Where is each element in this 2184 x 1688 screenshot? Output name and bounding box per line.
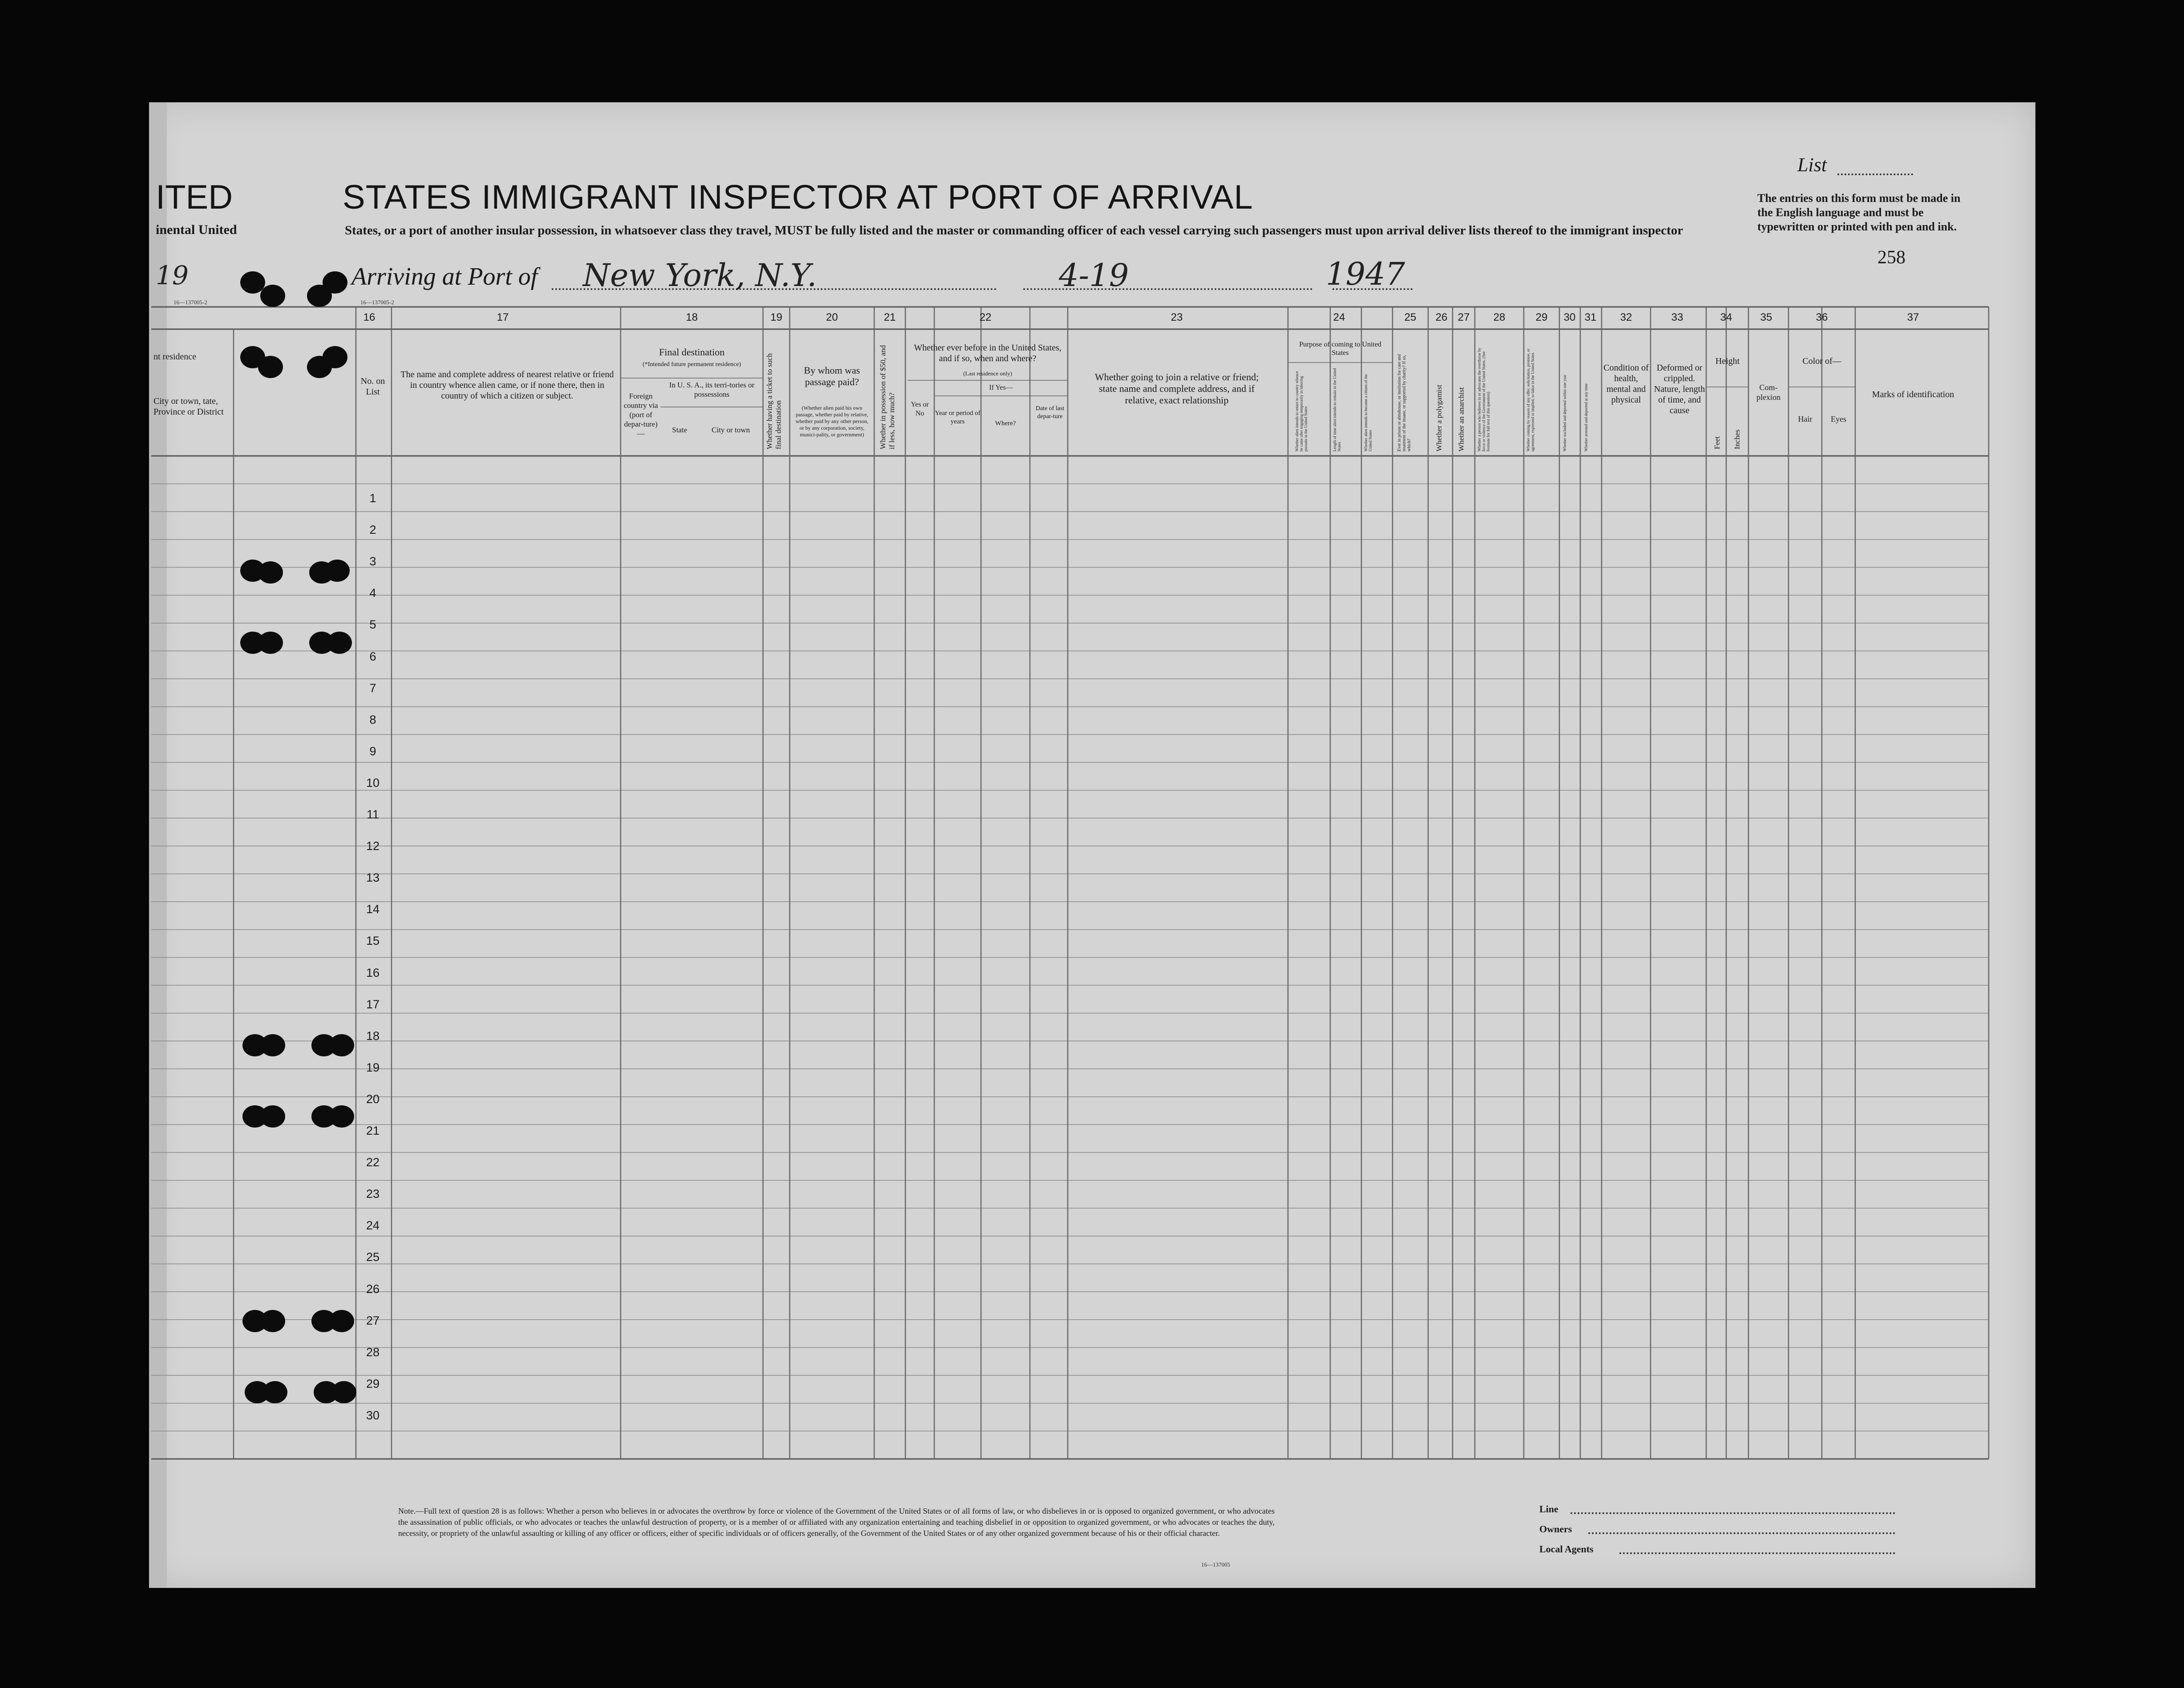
arriving-label: Arriving at Port of <box>351 263 538 290</box>
row-number: 16 <box>366 966 380 979</box>
row-number: 7 <box>369 681 376 695</box>
col-number: 29 <box>1535 311 1548 323</box>
punch-hole <box>327 632 352 654</box>
col-number: 30 <box>1563 311 1576 323</box>
col20-note: (Whether alien paid his own passage, whether paid by relative, whether paid by any other person, or by any corporation, society, munici-pality, or government) <box>795 405 868 438</box>
col24-c: Whether alien intends to become a citizen of the United States <box>1364 374 1373 451</box>
punch-hole <box>329 1105 354 1128</box>
page-subtitle: States, or a port of another insular possession, in whatsoever class they travel, MUST be fully listed and the master or commanding officer of each vessel carrying such passengers must upon arrival deliver lists thereof to the immigrant inspector <box>345 223 1683 238</box>
row-number: 26 <box>366 1282 380 1296</box>
col22-year: Year or period of years <box>935 410 981 425</box>
col18-note: (*Intended future permanent residence) <box>642 361 741 368</box>
col25-header: Ever in prison or almshouse, or institution for care and treatment of the insane, or supported by charity? If so, which? <box>1397 354 1412 451</box>
list-label: List <box>1797 154 1827 176</box>
col28-header: Whether a person who believes in or advocates the overthrow by force or violence of the Government of the United States. (See footnote for full text of this question) <box>1477 347 1490 451</box>
col-number: 20 <box>826 311 838 323</box>
col24-a: Whether alien intends to return to country whence he came after engaging temporarily in laboring pursuits in the United States <box>1295 371 1308 451</box>
row-number: 21 <box>366 1124 380 1137</box>
residence-fragment: nt residence <box>153 352 197 362</box>
title-fragment-left: ITED <box>156 178 233 216</box>
col-number: 25 <box>1404 311 1417 323</box>
col22-title: Whether ever before in the United States, and if so, when and where? <box>914 343 1062 363</box>
subtitle-fragment-left: inental United <box>156 222 237 237</box>
line-label: Line <box>1539 1503 1558 1515</box>
col18-foreign: Foreign country via (port of depar-ture)— <box>624 392 658 438</box>
date-handwritten: 4-19 <box>1059 257 1129 294</box>
col-number: 28 <box>1493 311 1506 323</box>
punch-hole <box>323 271 347 294</box>
year-fragment: 19 <box>156 260 189 290</box>
col-number: 18 <box>686 311 698 323</box>
col22-note: (Last residence only) <box>963 370 1012 377</box>
row-number: 25 <box>366 1250 380 1264</box>
col36-title: Color of— <box>1802 356 1841 366</box>
line-field <box>1570 1512 1895 1514</box>
row-number: 23 <box>366 1187 380 1201</box>
row-number: 1 <box>369 491 376 505</box>
punch-hole <box>260 1105 285 1128</box>
punch-hole <box>325 560 350 582</box>
row-number: 20 <box>366 1092 380 1106</box>
row-number: 24 <box>366 1219 380 1233</box>
col31-header: Whether arrested and deported at any time <box>1584 383 1588 451</box>
col18-city: City or town <box>711 426 750 434</box>
row-number: 19 <box>366 1060 380 1074</box>
col19-header: Whether having a ticket to such final destination <box>765 353 783 449</box>
row-number: 2 <box>369 523 376 537</box>
col-number: 24 <box>1333 311 1345 323</box>
col23-header: Whether going to join a relative or friend; state name and complete address, and if relative, exact relationship <box>1094 371 1259 406</box>
row-number: 14 <box>366 902 380 916</box>
page-title: STATES IMMIGRANT INSPECTOR AT PORT OF ARRIVAL <box>343 178 1253 216</box>
col-number: 21 <box>884 311 896 323</box>
local-agents-label: Local Agents <box>1539 1543 1594 1555</box>
col22-yesno: Yes or No <box>911 401 929 417</box>
row-number: 13 <box>366 871 380 885</box>
col-number: 22 <box>979 311 992 323</box>
col-number: 33 <box>1671 311 1683 323</box>
col-number: 37 <box>1907 311 1919 323</box>
row-number: 22 <box>366 1156 380 1169</box>
row-number: 11 <box>366 808 379 821</box>
row-number: 3 <box>369 555 376 568</box>
punch-hole <box>258 356 283 378</box>
col26-header: Whether a polygamist <box>1435 384 1443 451</box>
col18-usa: In U. S. A., its terri-tories or possessions <box>669 381 755 399</box>
row-number: 4 <box>369 586 376 600</box>
row-number: 12 <box>366 839 380 853</box>
col-number: 32 <box>1620 311 1632 323</box>
row-number: 6 <box>369 649 376 663</box>
col18-title: Final destination <box>659 346 725 358</box>
punch-hole <box>260 1310 285 1332</box>
col27-header: Whether an anarchist <box>1457 387 1465 451</box>
row-number: 10 <box>366 776 380 790</box>
col18-state: State <box>672 426 687 434</box>
col-number: 16 <box>363 311 375 323</box>
row-number: 17 <box>366 997 380 1011</box>
col32-header: Condition of health, mental and physical <box>1603 363 1649 405</box>
row-number: 30 <box>366 1408 380 1422</box>
punch-hole <box>329 1310 354 1332</box>
col29-header: Whether coming by reason of any offer, solicitation, promise, or agreement, expressed or implied, to labor in the United States <box>1526 348 1535 451</box>
row-number: 15 <box>366 934 380 948</box>
footer-form-code: 16—137005 <box>1201 1561 1230 1568</box>
col22-date: Date of last depar-ture <box>1035 405 1065 420</box>
col-number: 26 <box>1435 311 1448 323</box>
col17-header: The name and complete address of nearest relative or friend in country whence alien came, or if none there, then in country of which a citizen or subject. <box>400 370 614 401</box>
form-instructions: The entries on this form must be made in the English language and must be typewritten or printed with pen and ink. <box>1757 192 1961 233</box>
row-number: 27 <box>366 1313 380 1327</box>
col37-header: Marks of identification <box>1872 390 1954 399</box>
row-number: 18 <box>366 1029 380 1043</box>
punch-hole <box>260 1034 285 1056</box>
row-number: 5 <box>369 618 376 632</box>
local-agents-field <box>1619 1552 1895 1554</box>
row-number: 28 <box>366 1345 380 1359</box>
row-number: 9 <box>369 744 376 758</box>
punch-hole <box>258 632 283 654</box>
col-number: 35 <box>1760 311 1772 323</box>
col24-title: Purpose of coming to United States <box>1299 341 1381 357</box>
col-number: 34 <box>1720 311 1732 323</box>
punch-hole <box>262 1381 287 1403</box>
year-handwritten: 1947 <box>1326 256 1405 292</box>
col33-header: Deformed or crippled. Nature, length of time, and cause <box>1654 363 1705 415</box>
punch-hole <box>329 1034 354 1056</box>
owners-label: Owners <box>1539 1523 1572 1535</box>
owners-field <box>1588 1532 1895 1534</box>
row-number: 8 <box>369 713 376 726</box>
punch-hole <box>260 285 285 307</box>
col-number: 19 <box>770 311 783 323</box>
col21-header: Whether in possession of $50, and if less, how much? <box>879 345 896 449</box>
row-number: 29 <box>366 1377 380 1390</box>
col-number: 23 <box>1171 311 1183 323</box>
col34-feet: Feet <box>1713 436 1721 449</box>
col24-b: Length of time alien intends to remain in the United States <box>1332 368 1341 451</box>
col30-header: Whether excluded and deported within one year <box>1562 375 1567 451</box>
list-number: 258 <box>1877 247 1905 268</box>
punch-hole <box>323 346 347 368</box>
col16-header: No. on List <box>360 376 385 397</box>
col-number: 17 <box>497 311 509 323</box>
col-number: 31 <box>1584 311 1597 323</box>
col34-inches: Inches <box>1733 429 1741 449</box>
col34-title: Height <box>1715 356 1740 366</box>
col22-where: Where? <box>995 420 1016 427</box>
port-handwritten: New York, N.Y. <box>583 257 817 294</box>
form-code-left: 16—137005-2 <box>174 299 207 306</box>
col35-header: Com-plexion <box>1756 383 1780 402</box>
col36-hair: Hair <box>1798 415 1813 423</box>
col20-title: By whom was passage paid? <box>804 365 860 387</box>
col36-eyes: Eyes <box>1831 415 1846 423</box>
punch-hole <box>258 561 283 584</box>
col-number: 36 <box>1816 311 1828 323</box>
form-code-right: 16—137005-2 <box>360 299 394 306</box>
col22-ifyes: If Yes— <box>989 384 1013 391</box>
city-fragment: City or town, tate, Province or District <box>153 396 224 417</box>
footnote-question-28: Note.—Full text of question 28 is as follows: Whether a person who believes in or advocates the overthrow by force or violence of the Government of the United States or of all forms of law, or who disbelieves in or is opposed to organized government, or who advocates the assassination of public officials, or who advocates or teaches the unlawful destruction of property, or is a member of or affiliated with any organization entertaining and teaching disbelief in or opposition to organized government, or who advocates or teaches the duty, necessity, or propriety of the unlawful assaulting or killing of any officer or officers, either of specific individuals or of officers generally, of the Government of the United States or of any other organized government because of his or their official character. <box>398 1507 1275 1538</box>
col-number: 27 <box>1457 311 1470 323</box>
punch-hole <box>331 1381 356 1403</box>
